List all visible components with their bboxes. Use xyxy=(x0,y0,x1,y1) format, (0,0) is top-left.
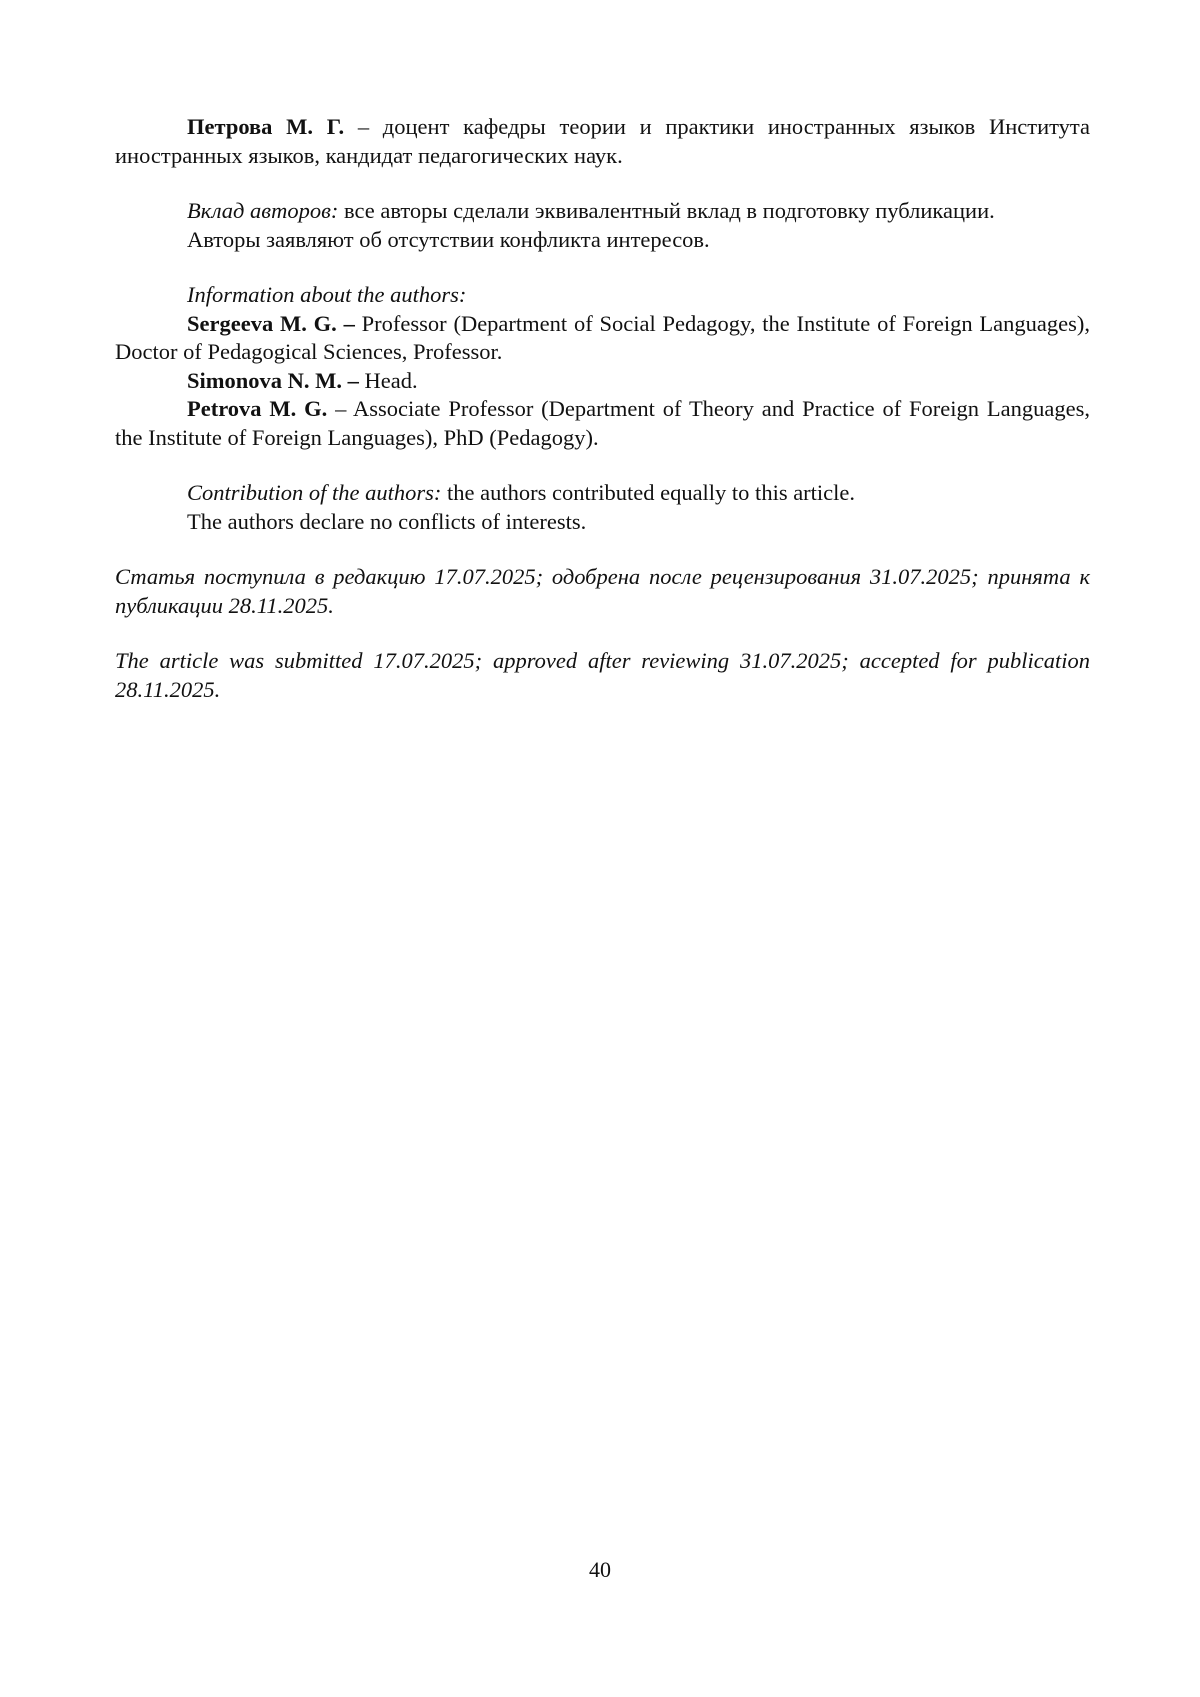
contribution-statement xyxy=(187,479,1090,508)
contribution-block-en xyxy=(115,479,1090,536)
author-description: Professor (Department of Social Pedagogy, the Institute of Foreign Languages), Doctor of Pedagogical Sciences, Professor. xyxy=(115,310,1090,364)
contribution-statement xyxy=(187,197,1090,226)
author-description: – доцент кафедры теории и практики иностранных языков Института иностранных языков, кандидат педагогических наук. xyxy=(115,114,1090,168)
page-number: 40 xyxy=(589,1557,611,1582)
author-name: Simonova N. M. – xyxy=(187,367,359,393)
author-simonova xyxy=(115,367,1090,396)
author-sergeeva xyxy=(115,310,1090,367)
author-name: Petrova M. G. xyxy=(187,396,328,421)
authors-info-en xyxy=(115,281,1090,452)
contribution-text: все авторы сделали эквивалентный вклад в подготовку публикации. xyxy=(338,198,995,223)
author-petrova-ru xyxy=(115,113,1090,170)
contribution-block-ru xyxy=(115,197,1090,254)
conflict-statement: Авторы заявляют об отсутствии конфликта интересов. xyxy=(187,226,710,252)
contribution-label: Contribution of the authors: xyxy=(187,480,442,505)
author-petrova-en xyxy=(115,395,1090,452)
article-history-en: The article was submitted 17.07.2025; approved after reviewing 31.07.2025; accepted for publication 28.11.2025. xyxy=(115,648,1090,702)
authors-info-heading: Information about the authors: xyxy=(187,282,467,307)
author-description: – Associate Professor (Department of Theory and Practice of Foreign Languages, the Institute of Foreign Languages), PhD (Pedagogy). xyxy=(115,396,1090,450)
author-name: Петрова М. Г. xyxy=(187,114,345,139)
author-description: Head. xyxy=(358,367,418,393)
contribution-label: Вклад авторов: xyxy=(187,198,339,223)
author-name: Sergeeva M. G. – xyxy=(187,310,355,336)
contribution-text: the authors contributed equally to this article. xyxy=(441,480,856,505)
page-content xyxy=(115,113,1090,704)
article-history-ru: Статья поступила в редакцию 17.07.2025; одобрена после рецензирования 31.07.2025; принята к публикации 28.11.2025. xyxy=(115,564,1090,618)
conflict-statement: The authors declare no conflicts of interests. xyxy=(187,508,587,534)
